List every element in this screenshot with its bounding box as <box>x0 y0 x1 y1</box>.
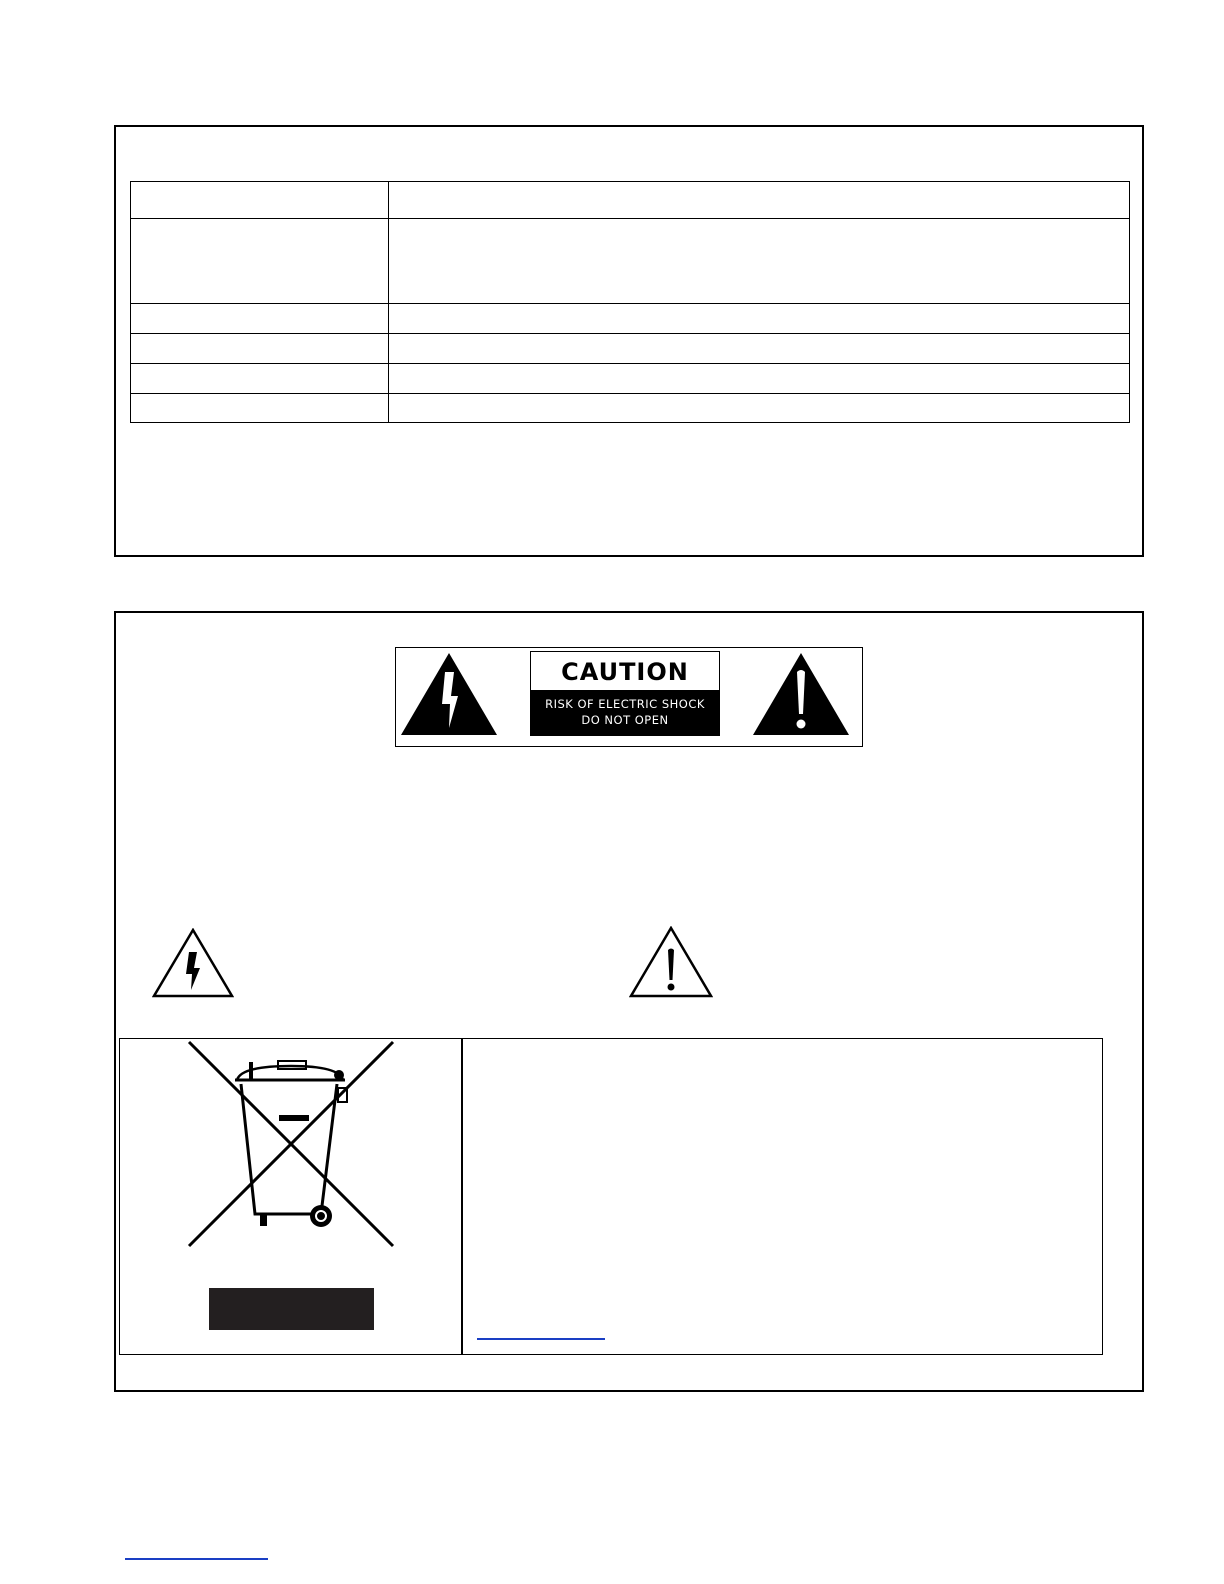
table-cell <box>389 364 1130 394</box>
weee-marking-bar <box>209 1288 374 1330</box>
table-cell <box>389 182 1130 219</box>
table-row <box>131 182 1130 219</box>
table-row <box>131 334 1130 364</box>
crossed-out-wheelie-bin-icon <box>185 1040 397 1252</box>
table-cell <box>131 334 389 364</box>
caution-line-1: RISK OF ELECTRIC SHOCK <box>545 697 705 711</box>
caution-title: CAUTION <box>561 658 689 686</box>
specification-table <box>130 181 1130 423</box>
caution-line-2: DO NOT OPEN <box>581 713 669 727</box>
general-warning-icon <box>752 652 850 736</box>
table-cell <box>389 334 1130 364</box>
table-row <box>131 394 1130 423</box>
disposal-table-divider <box>461 1039 463 1354</box>
table-row <box>131 219 1130 304</box>
table-row <box>131 304 1130 334</box>
recycling-info-link[interactable] <box>477 1338 605 1340</box>
table-cell <box>131 304 389 334</box>
electric-shock-warning-icon <box>152 928 234 998</box>
table-cell <box>389 304 1130 334</box>
table-row <box>131 364 1130 394</box>
table-cell <box>131 394 389 423</box>
electric-shock-warning-icon <box>400 652 498 736</box>
table-cell <box>389 394 1130 423</box>
table-cell <box>131 182 389 219</box>
table-cell <box>131 364 389 394</box>
table-cell <box>131 219 389 304</box>
caution-label <box>530 651 720 736</box>
caution-subtitle <box>531 690 719 736</box>
table-cell <box>389 219 1130 304</box>
footer-link[interactable] <box>125 1558 268 1560</box>
general-warning-icon <box>629 926 713 998</box>
